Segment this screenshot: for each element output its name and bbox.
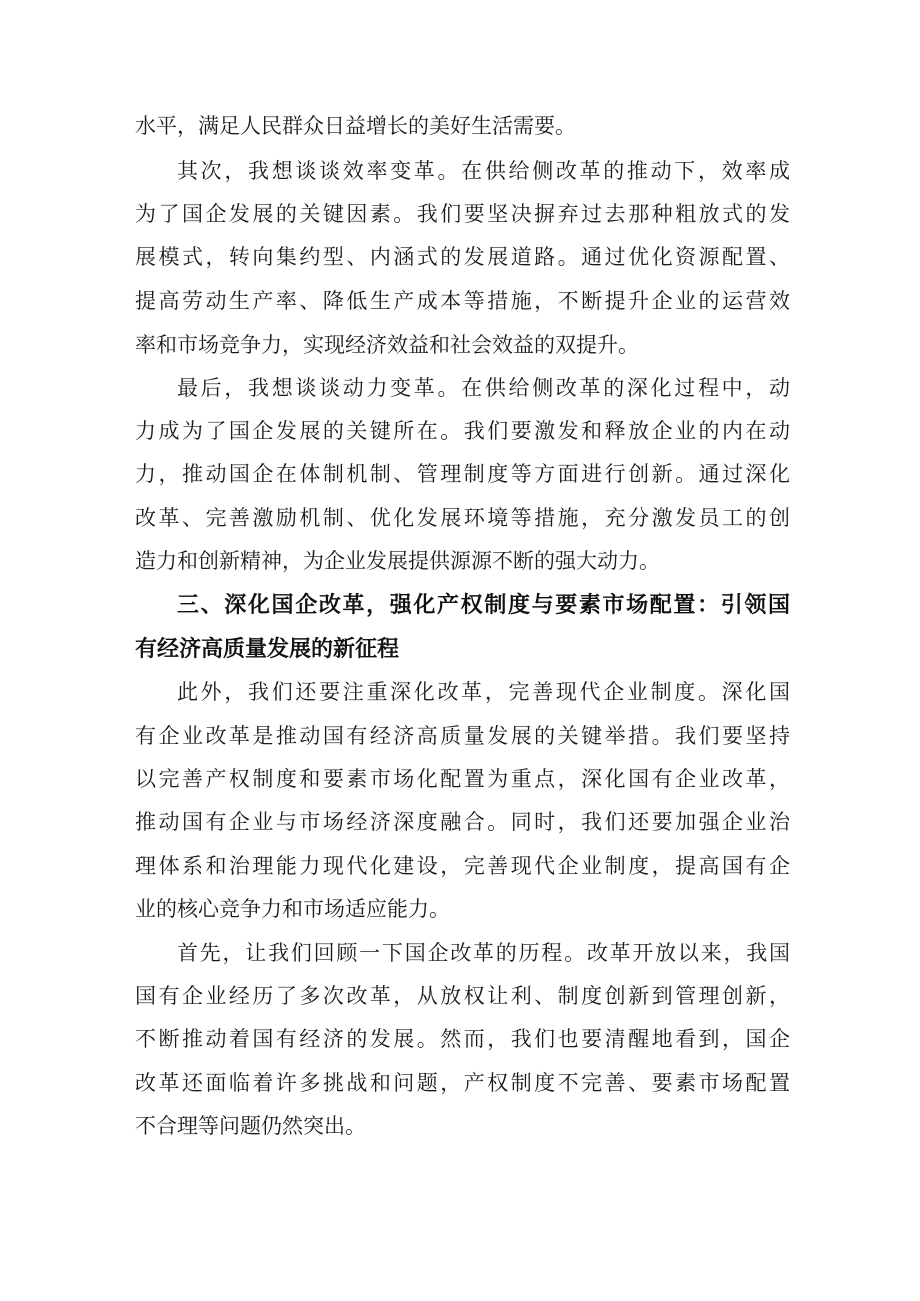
paragraph-line: 理体系和治理能力现代化建设，完善现代企业制度，提高国有企 [135,854,790,878]
section-heading: 有经济高质量发展的新征程 [135,637,400,662]
paragraph-line: 造力和创新精神，为企业发展提供源源不断的强大动力。 [135,549,660,573]
paragraph-line: 业的核心竞争力和市场适应能力。 [135,897,450,921]
paragraph-line: 水平，满足人民群众日益增长的美好生活需要。 [135,114,576,138]
paragraph-line: 首先，让我们回顾一下国企改革的历程。改革开放以来，我国 [177,941,790,965]
paragraph-line: 不断推动着国有经济的发展。然而，我们也要清醒地看到，国企 [135,1027,790,1051]
paragraph-line: 国有企业经历了多次改革，从放权让利、制度创新到管理创新， [135,984,790,1008]
paragraph-line: 不合理等问题仍然突出。 [135,1114,366,1138]
section-heading: 三、深化国企改革，强化产权制度与要素市场配置：引领国 [177,593,790,618]
paragraph-line: 力，推动国企在体制机制、管理制度等方面进行创新。通过深化 [135,462,790,486]
paragraph-line: 改革、完善激励机制、优化发展环境等措施，充分激发员工的创 [135,506,790,530]
paragraph-line: 其次，我想谈谈效率变革。在供给侧改革的推动下，效率成 [177,159,790,183]
paragraph-line: 以完善产权制度和要素市场化配置为重点，深化国有企业改革， [135,767,790,791]
paragraph-line: 展模式，转向集约型、内涵式的发展道路。通过优化资源配置、 [135,245,790,269]
paragraph-line: 有企业改革是推动国有经济高质量发展的关键举措。我们要坚持 [135,724,790,748]
paragraph-line: 此外，我们还要注重深化改革，完善现代企业制度。深化国 [177,680,790,704]
paragraph-line: 为了国企发展的关键因素。我们要坚决摒弃过去那种粗放式的发 [135,202,790,226]
paragraph-line: 最后，我想谈谈动力变革。在供给侧改革的深化过程中，动 [177,376,790,400]
paragraph-line: 提高劳动生产率、降低生产成本等措施，不断提升企业的运营效 [135,289,790,313]
paragraph-line: 改革还面临着许多挑战和问题，产权制度不完善、要素市场配置 [135,1071,790,1095]
paragraph-line: 率和市场竞争力，实现经济效益和社会效益的双提升。 [135,333,639,357]
paragraph-line: 力成为了国企发展的关键所在。我们要激发和释放企业的内在动 [135,419,790,443]
paragraph-line: 推动国有企业与市场经济深度融合。同时，我们还要加强企业治 [135,810,790,834]
